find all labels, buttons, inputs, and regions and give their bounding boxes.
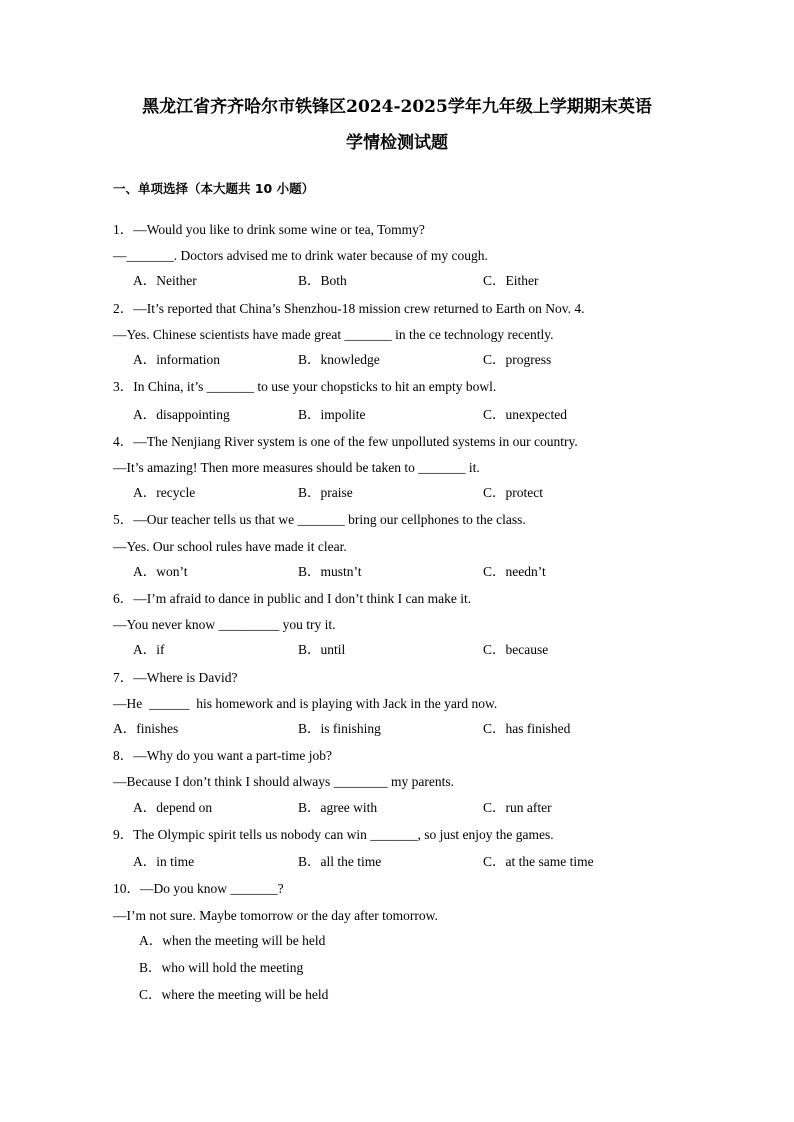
option-c: C．because: [483, 642, 549, 657]
question-line: —Because I don’t think I should always ________ my parents.: [113, 774, 454, 789]
option-a: A．finishes: [113, 721, 179, 736]
question-line: —Yes. Chinese scientists have made great _______ in the ce technology recently.: [113, 327, 554, 342]
question-line: 2．—It’s reported that China’s Shenzhou-18 mission crew returned to Earth on Nov. 4.: [113, 301, 585, 316]
option-b: B．who will hold the meeting: [139, 960, 304, 975]
question-line: —It’s amazing! Then more measures should be taken to _______ it.: [113, 460, 480, 475]
option-b: B．agree with: [298, 800, 378, 815]
exam-title-line2: 学情检测试题: [346, 133, 448, 153]
section-heading: 一、单项选择（本大题共 10 小题）: [113, 181, 315, 196]
option-b: B．mustn’t: [298, 564, 362, 579]
option-b: B．until: [298, 642, 346, 657]
option-c: C．has finished: [483, 721, 571, 736]
option-c: C．where the meeting will be held: [139, 987, 329, 1002]
question-line: 6．—I’m afraid to dance in public and I don’t think I can make it.: [113, 591, 472, 606]
question-line: —Yes. Our school rules have made it clear.: [113, 539, 347, 554]
option-b: B．praise: [298, 485, 353, 500]
question-line: 10．—Do you know _______?: [113, 881, 284, 896]
question-line: 7．—Where is David?: [113, 670, 238, 685]
question-line: 9．The Olympic spirit tells us nobody can win _______, so just enjoy the games.: [113, 827, 554, 842]
question-line: —I’m not sure. Maybe tomorrow or the day after tomorrow.: [113, 908, 438, 923]
option-c: C．run after: [483, 800, 552, 815]
option-b: B．Both: [298, 273, 347, 288]
option-a: A．disappointing: [133, 407, 230, 422]
question-line: 8．—Why do you want a part-time job?: [113, 748, 332, 763]
question-line: 4．—The Nenjiang River system is one of the few unpolluted systems in our country.: [113, 434, 578, 449]
option-c: C．protect: [483, 485, 543, 500]
option-a: A．depend on: [133, 800, 213, 815]
question-line: 1．—Would you like to drink some wine or tea, Tommy?: [113, 222, 425, 237]
option-b: B．impolite: [298, 407, 366, 422]
option-b: B．knowledge: [298, 352, 380, 367]
option-a: A．won’t: [133, 564, 188, 579]
option-c: C．Either: [483, 273, 539, 288]
option-c: C．needn’t: [483, 564, 546, 579]
question-line: 5．—Our teacher tells us that we _______ bring our cellphones to the class.: [113, 512, 526, 527]
option-b: B．all the time: [298, 854, 382, 869]
question-line: —He ______ his homework and is playing with Jack in the yard now.: [113, 696, 498, 711]
question-line: 3．In China, it’s _______ to use your chopsticks to hit an empty bowl.: [113, 379, 497, 394]
option-a: A．information: [133, 352, 220, 367]
option-c: C．unexpected: [483, 407, 567, 422]
option-a: A．in time: [133, 854, 195, 869]
exam-title-line1: 黑龙江省齐齐哈尔市铁锋区2024-2025学年九年级上学期期末英语: [142, 97, 652, 117]
question-line: —_______. Doctors advised me to drink water because of my cough.: [113, 248, 488, 263]
option-a: A．recycle: [133, 485, 196, 500]
option-c: C．at the same time: [483, 854, 594, 869]
option-b: B．is finishing: [298, 721, 381, 736]
option-a: A．Neither: [133, 273, 197, 288]
question-line: —You never know _________ you try it.: [113, 617, 336, 632]
option-c: C．progress: [483, 352, 552, 367]
option-a: A．if: [133, 642, 165, 657]
option-a: A．when the meeting will be held: [139, 933, 326, 948]
